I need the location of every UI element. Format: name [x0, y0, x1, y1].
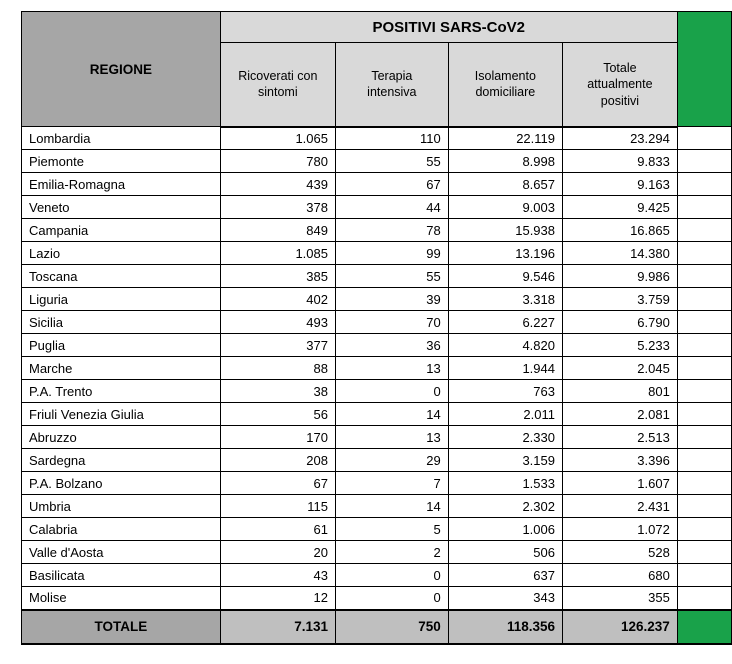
- region-cell: Liguria: [22, 288, 221, 311]
- value-cell: 9.163: [563, 173, 678, 196]
- cutoff-cell: [677, 311, 731, 334]
- table-row: [22, 541, 732, 564]
- total-value-cell: 126.237: [563, 610, 678, 644]
- table-row: [22, 564, 732, 587]
- value-cell: 1.006: [448, 518, 562, 541]
- cutoff-cell: [677, 541, 731, 564]
- value-cell: 23.294: [563, 127, 678, 150]
- cutoff-cell: [677, 449, 731, 472]
- value-cell: 3.318: [448, 288, 562, 311]
- value-cell: 9.833: [563, 150, 678, 173]
- table-body: [22, 127, 732, 610]
- value-cell: 3.396: [563, 449, 678, 472]
- region-cell: P.A. Trento: [22, 380, 221, 403]
- total-value-cell: 118.356: [448, 610, 562, 644]
- table-row: [22, 173, 732, 196]
- value-cell: 5.233: [563, 334, 678, 357]
- value-cell: 36: [335, 334, 448, 357]
- value-cell: 88: [220, 357, 335, 380]
- value-cell: 1.944: [448, 357, 562, 380]
- value-cell: 2.045: [563, 357, 678, 380]
- region-cell: Calabria: [22, 518, 221, 541]
- value-cell: 55: [335, 265, 448, 288]
- cutoff-cell: [677, 196, 731, 219]
- region-cell: Puglia: [22, 334, 221, 357]
- value-cell: 1.533: [448, 472, 562, 495]
- table-row: [22, 311, 732, 334]
- value-cell: 208: [220, 449, 335, 472]
- value-cell: 22.119: [448, 127, 562, 150]
- value-cell: 13.196: [448, 242, 562, 265]
- value-cell: 528: [563, 541, 678, 564]
- value-cell: 43: [220, 564, 335, 587]
- region-cell: Lazio: [22, 242, 221, 265]
- value-cell: 39: [335, 288, 448, 311]
- value-cell: 2.011: [448, 403, 562, 426]
- region-cell: Marche: [22, 357, 221, 380]
- value-cell: 15.938: [448, 219, 562, 242]
- value-cell: 3.159: [448, 449, 562, 472]
- region-cell: Campania: [22, 219, 221, 242]
- table-row: [22, 380, 732, 403]
- value-cell: 493: [220, 311, 335, 334]
- title-row: [22, 12, 732, 43]
- table-row: [22, 587, 732, 610]
- value-cell: 402: [220, 288, 335, 311]
- value-cell: 67: [220, 472, 335, 495]
- value-cell: 0: [335, 380, 448, 403]
- cutoff-cell: [677, 564, 731, 587]
- region-column-header: REGIONE: [22, 12, 221, 127]
- value-cell: 0: [335, 564, 448, 587]
- value-cell: 1.065: [220, 127, 335, 150]
- column-header-totale: [563, 43, 678, 127]
- value-cell: 13: [335, 357, 448, 380]
- value-cell: 2.330: [448, 426, 562, 449]
- value-cell: 115: [220, 495, 335, 518]
- value-cell: 2.513: [563, 426, 678, 449]
- region-cell: Veneto: [22, 196, 221, 219]
- region-cell: Valle d'Aosta: [22, 541, 221, 564]
- value-cell: 56: [220, 403, 335, 426]
- cutoff-cell: [677, 426, 731, 449]
- table-row: [22, 334, 732, 357]
- column-header-label: Isolamento domiciliare: [474, 68, 536, 100]
- value-cell: 8.657: [448, 173, 562, 196]
- value-cell: 38: [220, 380, 335, 403]
- cutoff-cell: [677, 219, 731, 242]
- cutoff-cell: [677, 472, 731, 495]
- region-cell: Friuli Venezia Giulia: [22, 403, 221, 426]
- value-cell: 849: [220, 219, 335, 242]
- total-value-cell: 750: [335, 610, 448, 644]
- column-header-label: Terapia intensiva: [367, 68, 417, 100]
- value-cell: 8.998: [448, 150, 562, 173]
- column-header-label: Ricoverati con sintomi: [238, 68, 318, 100]
- cutoff-cell: [677, 288, 731, 311]
- value-cell: 67: [335, 173, 448, 196]
- region-cell: Abruzzo: [22, 426, 221, 449]
- value-cell: 99: [335, 242, 448, 265]
- value-cell: 680: [563, 564, 678, 587]
- table-row: [22, 265, 732, 288]
- region-cell: Sicilia: [22, 311, 221, 334]
- value-cell: 801: [563, 380, 678, 403]
- value-cell: 20: [220, 541, 335, 564]
- value-cell: 12: [220, 587, 335, 610]
- value-cell: 6.790: [563, 311, 678, 334]
- cutoff-cell: [677, 403, 731, 426]
- cutoff-cell: [677, 518, 731, 541]
- value-cell: 2.081: [563, 403, 678, 426]
- region-cell: Lombardia: [22, 127, 221, 150]
- region-cell: P.A. Bolzano: [22, 472, 221, 495]
- cutoff-total-cell: [677, 610, 731, 644]
- table-row: [22, 288, 732, 311]
- value-cell: 506: [448, 541, 562, 564]
- value-cell: 13: [335, 426, 448, 449]
- value-cell: 14.380: [563, 242, 678, 265]
- column-header-isolamento: [448, 43, 562, 127]
- region-cell: Piemonte: [22, 150, 221, 173]
- total-value-cell: 7.131: [220, 610, 335, 644]
- cutoff-cell: [677, 495, 731, 518]
- value-cell: 29: [335, 449, 448, 472]
- value-cell: 780: [220, 150, 335, 173]
- cutoff-column-header: [677, 12, 731, 127]
- value-cell: 0: [335, 587, 448, 610]
- total-label: TOTALE: [22, 610, 221, 644]
- total-row: [22, 610, 732, 644]
- cutoff-cell: [677, 242, 731, 265]
- cutoff-cell: [677, 587, 731, 610]
- value-cell: 2.431: [563, 495, 678, 518]
- value-cell: 14: [335, 495, 448, 518]
- column-header-ricoverati: [220, 43, 335, 127]
- value-cell: 3.759: [563, 288, 678, 311]
- cutoff-cell: [677, 265, 731, 288]
- cutoff-cell: [677, 334, 731, 357]
- region-cell: Toscana: [22, 265, 221, 288]
- table-row: [22, 472, 732, 495]
- value-cell: 1.607: [563, 472, 678, 495]
- value-cell: 78: [335, 219, 448, 242]
- value-cell: 1.085: [220, 242, 335, 265]
- value-cell: 9.546: [448, 265, 562, 288]
- value-cell: 9.425: [563, 196, 678, 219]
- value-cell: 1.072: [563, 518, 678, 541]
- cutoff-cell: [677, 357, 731, 380]
- value-cell: 378: [220, 196, 335, 219]
- table-row: [22, 403, 732, 426]
- value-cell: 110: [335, 127, 448, 150]
- table-title: POSITIVI SARS-CoV2: [220, 12, 677, 43]
- value-cell: 637: [448, 564, 562, 587]
- table-row: [22, 127, 732, 150]
- region-cell: Emilia-Romagna: [22, 173, 221, 196]
- value-cell: 2.302: [448, 495, 562, 518]
- table-row: [22, 518, 732, 541]
- value-cell: 5: [335, 518, 448, 541]
- table-row: [22, 219, 732, 242]
- value-cell: 170: [220, 426, 335, 449]
- cutoff-cell: [677, 380, 731, 403]
- column-header-label: Totale attualmente positivi: [587, 60, 653, 108]
- cutoff-cell: [677, 127, 731, 150]
- value-cell: 14: [335, 403, 448, 426]
- table-row: [22, 196, 732, 219]
- value-cell: 9.003: [448, 196, 562, 219]
- value-cell: 9.986: [563, 265, 678, 288]
- value-cell: 7: [335, 472, 448, 495]
- value-cell: 70: [335, 311, 448, 334]
- positives-table: [21, 11, 732, 645]
- value-cell: 4.820: [448, 334, 562, 357]
- region-cell: Molise: [22, 587, 221, 610]
- table-row: [22, 426, 732, 449]
- table-row: [22, 495, 732, 518]
- value-cell: 6.227: [448, 311, 562, 334]
- table-row: [22, 449, 732, 472]
- column-header-terapia: [335, 43, 448, 127]
- value-cell: 385: [220, 265, 335, 288]
- region-cell: Umbria: [22, 495, 221, 518]
- value-cell: 2: [335, 541, 448, 564]
- value-cell: 343: [448, 587, 562, 610]
- value-cell: 16.865: [563, 219, 678, 242]
- value-cell: 763: [448, 380, 562, 403]
- cutoff-cell: [677, 173, 731, 196]
- cutoff-cell: [677, 150, 731, 173]
- value-cell: 61: [220, 518, 335, 541]
- value-cell: 355: [563, 587, 678, 610]
- value-cell: 55: [335, 150, 448, 173]
- table-row: [22, 150, 732, 173]
- region-cell: Sardegna: [22, 449, 221, 472]
- value-cell: 44: [335, 196, 448, 219]
- value-cell: 377: [220, 334, 335, 357]
- region-cell: Basilicata: [22, 564, 221, 587]
- value-cell: 439: [220, 173, 335, 196]
- table-row: [22, 242, 732, 265]
- table-row: [22, 357, 732, 380]
